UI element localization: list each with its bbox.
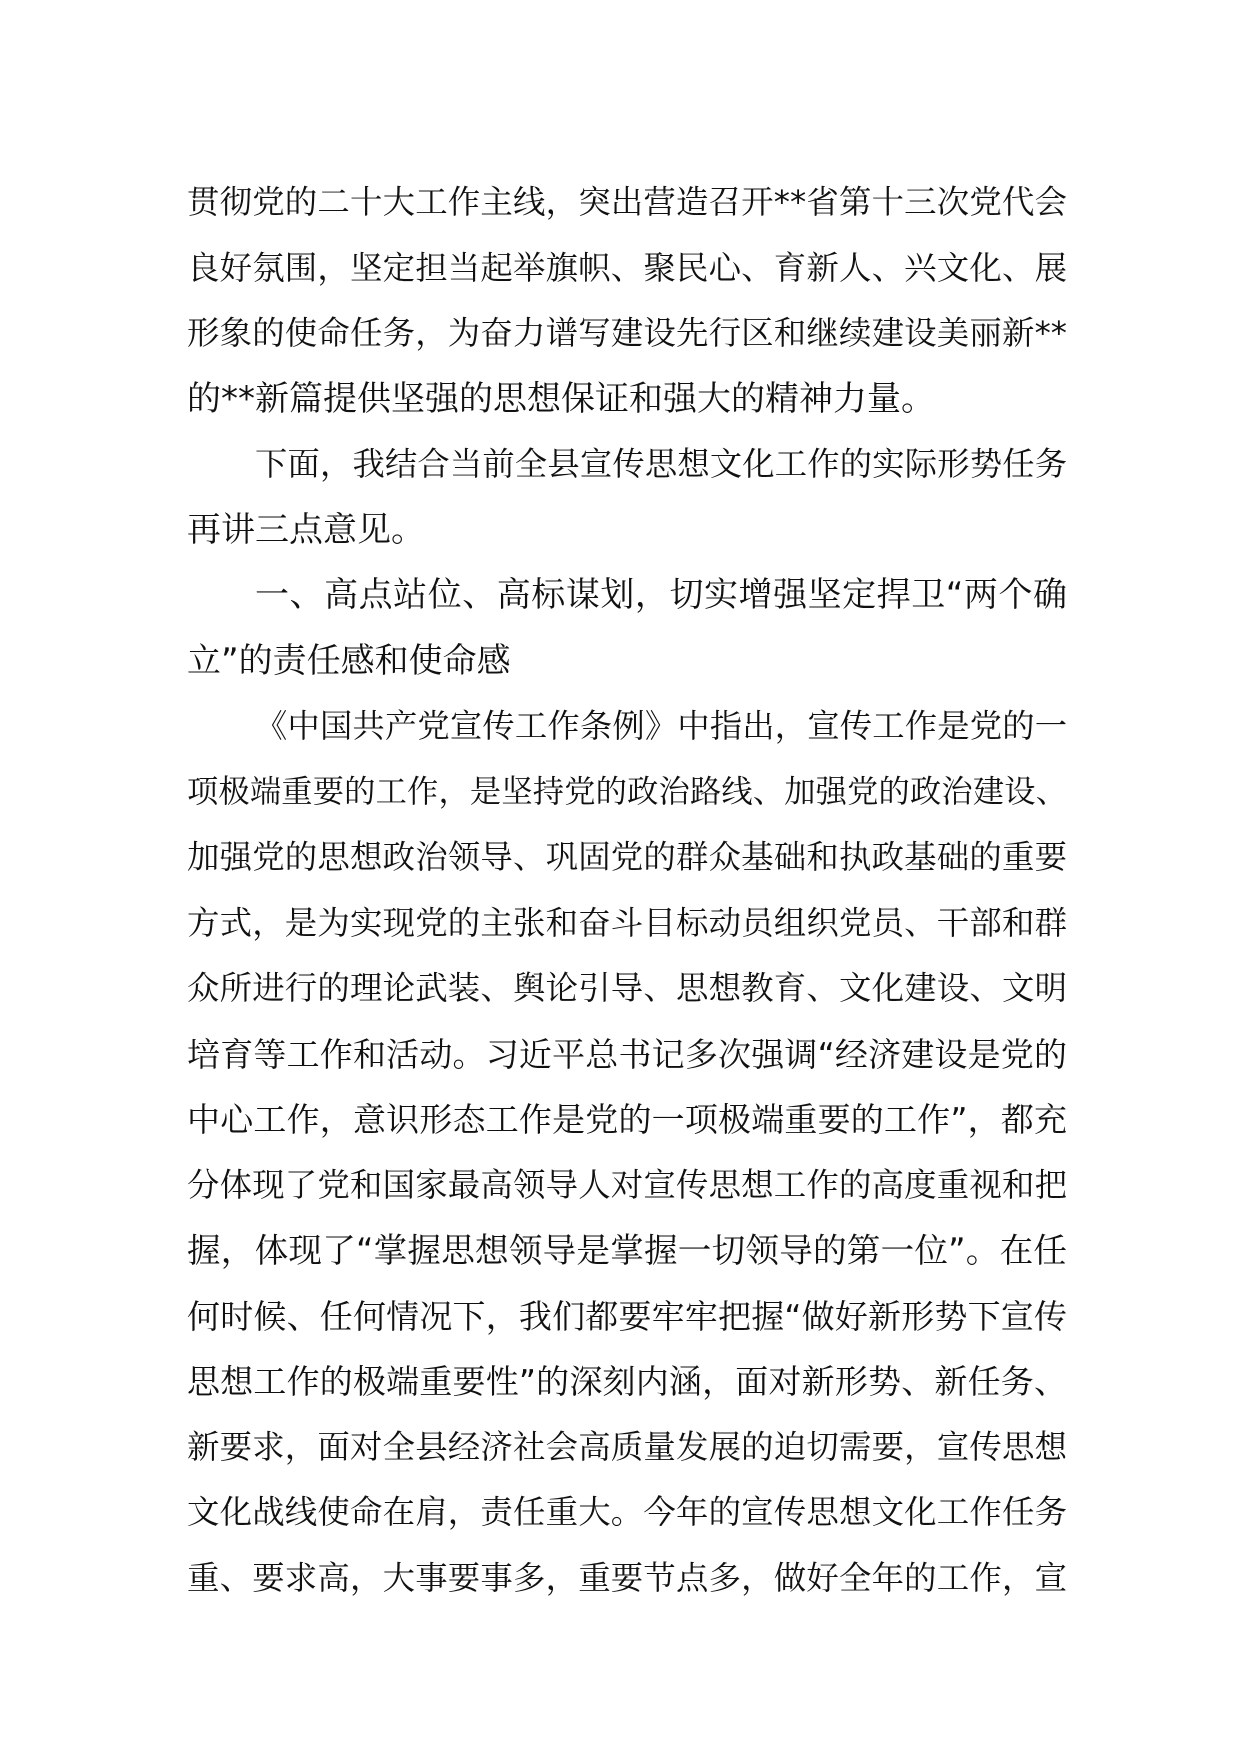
text-line: 再讲三点意见。 [187, 509, 425, 550]
text-line: 下面，我结合当前全县宣传思想文化工作的实际形势任务 [255, 445, 1067, 483]
text-line: 文化战线使命在肩，责任重大。今年的宣传思想文化工作任务 [187, 1493, 1067, 1531]
text-line: 分体现了党和国家最高领导人对宣传思想工作的高度重视和把 [187, 1165, 1067, 1204]
text-line: 思想工作的极端重要性”的深刻内涵，面对新形势、新任务、 [187, 1362, 1067, 1401]
text-line: 重、要求高，大事要事多，重要节点多，做好全年的工作，宣 [187, 1558, 1067, 1597]
text-line: 何时候、任何情况下，我们都要牢牢把握“做好新形势下宣传 [187, 1296, 1067, 1336]
text-line: 《中国共产党宣传工作条例》中指出，宣传工作是党的一 [255, 707, 1067, 745]
text-line: 新要求，面对全县经济社会高质量发展的迫切需要，宣传思想 [187, 1427, 1067, 1466]
text-line: 方式，是为实现党的主张和奋斗目标动员组织党员、干部和群 [187, 903, 1067, 942]
text-line: 良好氛围，坚定担当起举旗帜、聚民心、育新人、兴文化、展 [187, 248, 1067, 287]
text-line: 贯彻党的二十大工作主线，突出营造召开**省第十三次党代会 [187, 183, 1067, 221]
text-line: 形象的使命任务，为奋力谱写建设先行区和继续建设美丽新** [187, 314, 1067, 352]
text-line: 培育等工作和活动。习近平总书记多次强调“经济建设是党的 [187, 1034, 1067, 1074]
document-body [187, 170, 1067, 1611]
text-line: 握，体现了“掌握思想领导是掌握一切领导的第一位”。在任 [187, 1231, 1067, 1270]
section-heading-line: 一、高点站位、高标谋划，切实增强坚定捍卫“两个确 [255, 575, 1067, 615]
text-line: 中心工作，意识形态工作是党的一项极端重要的工作”，都充 [187, 1100, 1067, 1139]
text-line: 众所进行的理论武装、舆论引导、思想教育、文化建设、文明 [187, 969, 1067, 1007]
text-line: 的**新篇提供坚强的思想保证和强大的精神力量。 [187, 378, 935, 419]
section-heading-line: 立”的责任感和使命感 [187, 640, 511, 681]
text-line: 加强党的思想政治领导、巩固党的群众基础和执政基础的重要 [187, 838, 1067, 876]
text-line: 项极端重要的工作，是坚持党的政治路线、加强党的政治建设、 [187, 773, 1067, 810]
